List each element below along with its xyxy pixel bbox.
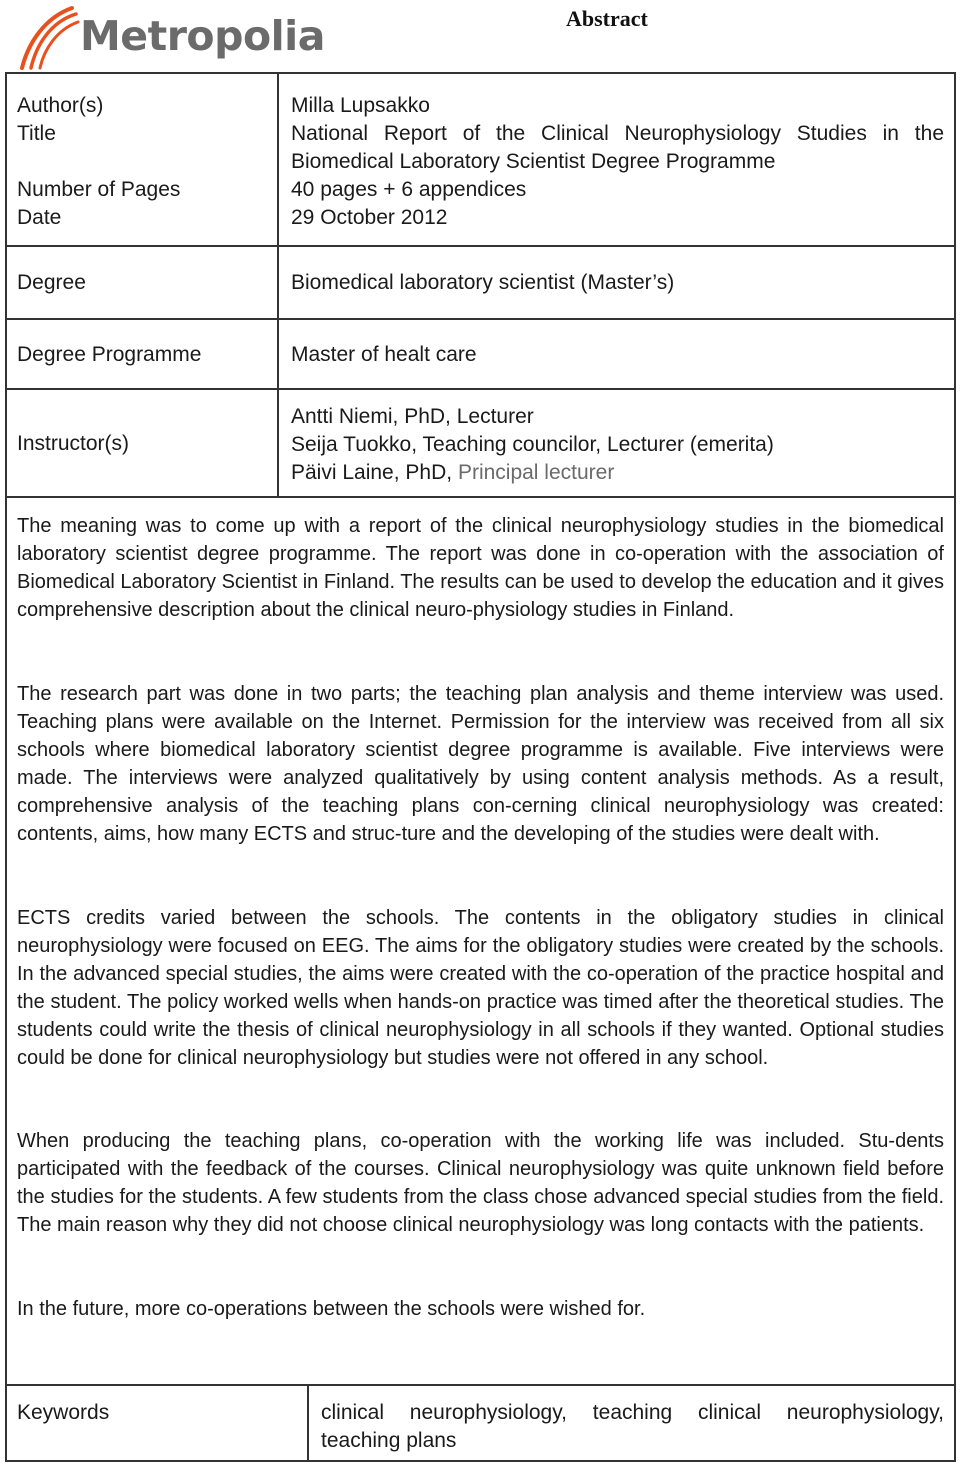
meta-row bbox=[7, 74, 954, 247]
pages-value: 40 pages + 6 appendices bbox=[291, 178, 527, 201]
abstract-paragraph: The research part was done in two parts; the teaching plan analysis and theme interview was used. Teaching plans were available on the Internet. Permission for the interview was received from all six schools where biomedical laboratory scientist degree programme is available. Five interviews were made. The interviews were analyzed qualitatively by using content analysis methods. As a result, comprehensive analysis of the teaching plans con-cerning clinical neurophysiology was created: contents, aims, how many ECTS and struc-ture and the developing of the studies were dealt with. bbox=[17, 683, 944, 845]
abstract-body bbox=[7, 498, 954, 1386]
metropolia-logo bbox=[14, 4, 334, 70]
logo-mark-icon bbox=[14, 4, 84, 70]
date-value: 29 October 2012 bbox=[291, 206, 448, 229]
title-value: National Report of the Clinical Neurophysiology Studies in the Biomedical Laboratory Scientist Degree Programme bbox=[291, 122, 944, 173]
keywords-label-cell bbox=[7, 1386, 309, 1460]
logo-wordmark: Metropolia bbox=[80, 12, 325, 60]
programme-row bbox=[7, 320, 954, 390]
degree-value: Biomedical laboratory scientist (Master’s) bbox=[291, 271, 675, 294]
instructor-line bbox=[291, 459, 614, 487]
author-value: Milla Lupsakko bbox=[291, 94, 430, 117]
meta-labels bbox=[7, 74, 279, 245]
abstract-paragraph: In the future, more co-operations between the schools were wished for. bbox=[17, 1298, 646, 1320]
instructors-label-cell bbox=[7, 390, 279, 496]
programme-label: Degree Programme bbox=[17, 343, 202, 366]
programme-label-cell bbox=[7, 320, 279, 388]
abstract-paragraph: When producing the teaching plans, co-operation with the working life was included. Stu-dents participated with the feedback of the courses. Clinical neurophysiology was quite unknown field before the studies for the students. A few students from the class chose advanced special studies from the field. The main reason why they did not choose clinical neurophysiology was long contacts with the patients. bbox=[17, 1130, 944, 1236]
author-label: Author(s) bbox=[17, 94, 104, 117]
date-label: Date bbox=[17, 206, 62, 229]
instructor-role: Principal lecturer bbox=[457, 461, 615, 484]
title-label: Title bbox=[17, 122, 56, 145]
keywords-value: clinical neurophysiology, teaching clinical neurophysiology, teaching plans bbox=[321, 1401, 944, 1452]
keywords-row bbox=[7, 1386, 954, 1460]
document-type-heading: Abstract bbox=[566, 6, 648, 31]
pages-label: Number of Pages bbox=[17, 178, 181, 201]
degree-label-cell bbox=[7, 247, 279, 318]
page-header bbox=[0, 0, 960, 72]
degree-label: Degree bbox=[17, 271, 86, 294]
abstract-paragraph: ECTS credits varied between the schools. The contents in the obligatory studies in clinical neurophysiology were focused on EEG. The aims for the obligatory studies were created by the schools. In the advanced special studies, the aims were created with the co-operation of the practice hospital and the student. The policy worked wells when hands-on practice was timed after the theoretical studies. The students could write the thesis of clinical neurophysiology in all schools if they wanted. Optional studies could be done for clinical neurophysiology but studies were not offered in any school. bbox=[17, 907, 944, 1069]
abstract-paragraph: The meaning was to come up with a report of the clinical neurophysiology studies in the biomedical laboratory scientist degree programme. The report was done in co-operation with the association of Biomedical Laboratory Scientist in Finland. The results can be used to develop the education and it gives comprehensive description about the clinical neuro-physiology studies in Finland. bbox=[17, 515, 944, 621]
keywords-label: Keywords bbox=[17, 1401, 110, 1424]
instructors-row bbox=[7, 390, 954, 498]
instructor-line: Antti Niemi, PhD, Lecturer bbox=[291, 405, 534, 428]
instructor-name: Päivi Laine, PhD, bbox=[291, 461, 458, 484]
instructors-label: Instructor(s) bbox=[17, 432, 130, 455]
abstract-form bbox=[5, 72, 956, 1462]
degree-row bbox=[7, 247, 954, 320]
instructor-line: Seija Tuokko, Teaching councilor, Lecturer (emerita) bbox=[291, 433, 774, 456]
programme-value: Master of healt care bbox=[291, 343, 477, 366]
